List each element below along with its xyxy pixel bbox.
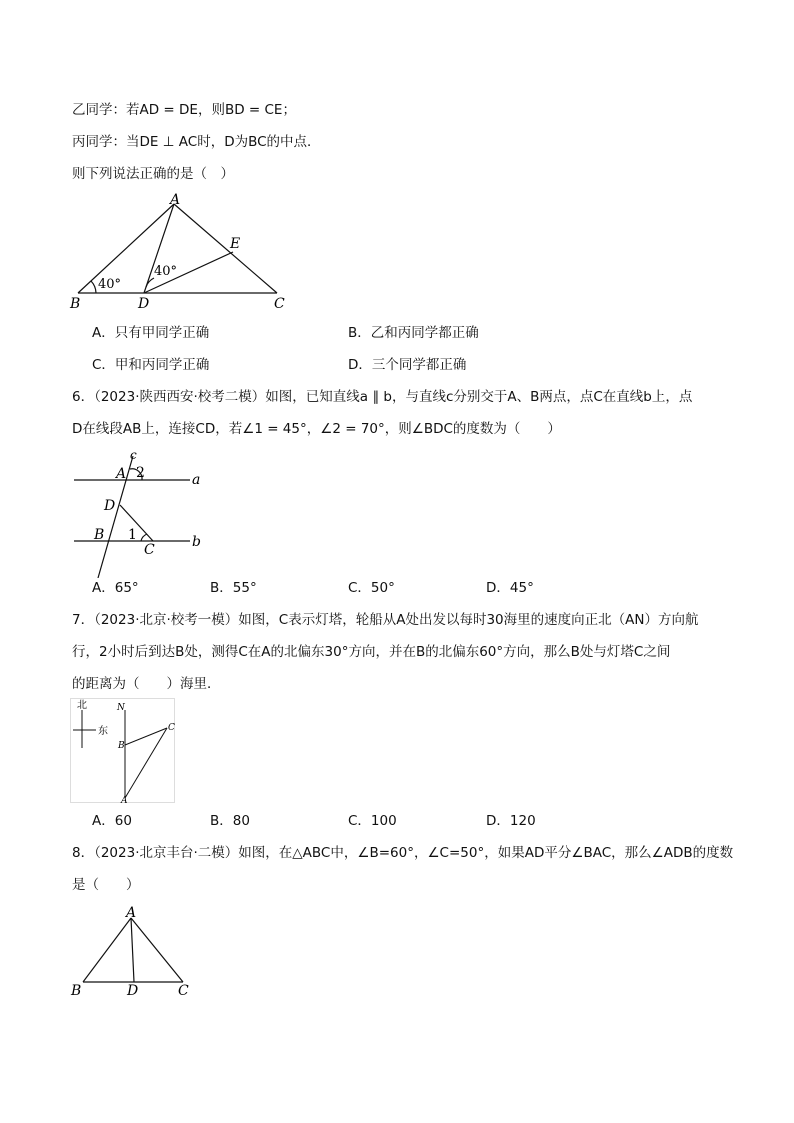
q6-text-line-2: D在线段AB上，连接CD，若∠1 = 45°，∠2 = 70°，则∠BDC的度数为（ ）: [72, 421, 561, 437]
q5-option-b[interactable]: B．乙和丙同学都正确: [348, 325, 479, 341]
label-b: B: [71, 983, 82, 999]
label-north: 北: [77, 700, 87, 711]
q8-text-line-1: 8．（2023·北京丰台·二模）如图，在△ABC中，∠B=60°，∠C=50°，如果AD平分∠BAC，那么∠ADB的度数: [72, 845, 734, 861]
q6-option-d[interactable]: D．45°: [486, 580, 534, 596]
label-b: B: [118, 741, 125, 751]
statement-yi: 乙同学：若AD = DE，则BD = CE；: [72, 102, 296, 118]
label-d-point: D: [104, 498, 116, 514]
segment-ac: [131, 918, 183, 982]
q7-option-b[interactable]: B．80: [210, 813, 250, 829]
label-line-b: b: [192, 534, 201, 550]
q7-text-line-2: 行，2小时后到达B处，测得C在A的北偏东30°方向，并在B的北偏东60°方向，那么B处与灯塔C之间: [72, 644, 671, 660]
label-b-point: B: [94, 527, 105, 543]
label-c-line: c: [130, 450, 137, 462]
label-angle-2: 2: [136, 465, 145, 481]
figure-q8-triangle: [68, 902, 198, 1000]
q5-option-c[interactable]: C．甲和丙同学正确: [92, 357, 210, 373]
q6-option-a[interactable]: A．65°: [92, 580, 139, 596]
segment-ac: [174, 204, 277, 293]
figure-q6-parallel-lines: [68, 450, 208, 578]
label-a-point: A: [116, 466, 127, 482]
label-angle-d: 40°: [154, 264, 178, 279]
q7-option-c[interactable]: C．100: [348, 813, 397, 829]
label-c: C: [178, 983, 189, 999]
label-east: 东: [98, 726, 108, 737]
label-a: A: [126, 905, 137, 921]
label-d: D: [138, 296, 150, 312]
question-prompt: 则下列说法正确的是（ ）: [72, 166, 234, 182]
label-c-point: C: [144, 542, 155, 558]
angle-arc-b: [91, 281, 96, 293]
label-e: E: [230, 236, 241, 252]
label-c: C: [274, 296, 285, 312]
q8-text-line-2: 是（ ）: [72, 877, 140, 893]
q7-option-a[interactable]: A．60: [92, 813, 132, 829]
label-c: C: [168, 723, 175, 733]
angle-arc-1: [141, 534, 147, 541]
q7-option-d[interactable]: D．120: [486, 813, 536, 829]
segment-ab: [83, 918, 131, 982]
q6-option-b[interactable]: B．55°: [210, 580, 257, 596]
figure-q5-triangle: [68, 190, 298, 315]
statement-bing: 丙同学：当DE ⊥ AC时，D为BC的中点．: [72, 134, 321, 150]
label-a: A: [170, 192, 181, 208]
label-a: A: [121, 796, 128, 804]
q5-option-d[interactable]: D．三个同学都正确: [348, 357, 467, 373]
q5-option-a[interactable]: A．只有甲同学正确: [92, 325, 210, 341]
label-d: D: [127, 983, 139, 999]
label-b: B: [70, 296, 81, 312]
q7-text-line-1: 7．（2023·北京·校考一模）如图，C表示灯塔，轮船从A处出发以每时30海里的速度向正北（AN）方向航: [72, 612, 699, 628]
q6-option-c[interactable]: C．50°: [348, 580, 395, 596]
q7-text-line-3: 的距离为（ ）海里．: [72, 676, 221, 692]
label-angle-1: 1: [128, 527, 137, 543]
label-line-a: a: [192, 472, 201, 488]
label-n: N: [117, 703, 125, 713]
label-angle-b: 40°: [98, 277, 122, 292]
figure-q7-lighthouse: [70, 698, 178, 804]
q6-text-line-1: 6．（2023·陕西西安·校考二模）如图，已知直线a ∥ b，与直线c分别交于A、B两点，点C在直线b上，点: [72, 389, 693, 405]
segment-ad: [131, 918, 134, 982]
